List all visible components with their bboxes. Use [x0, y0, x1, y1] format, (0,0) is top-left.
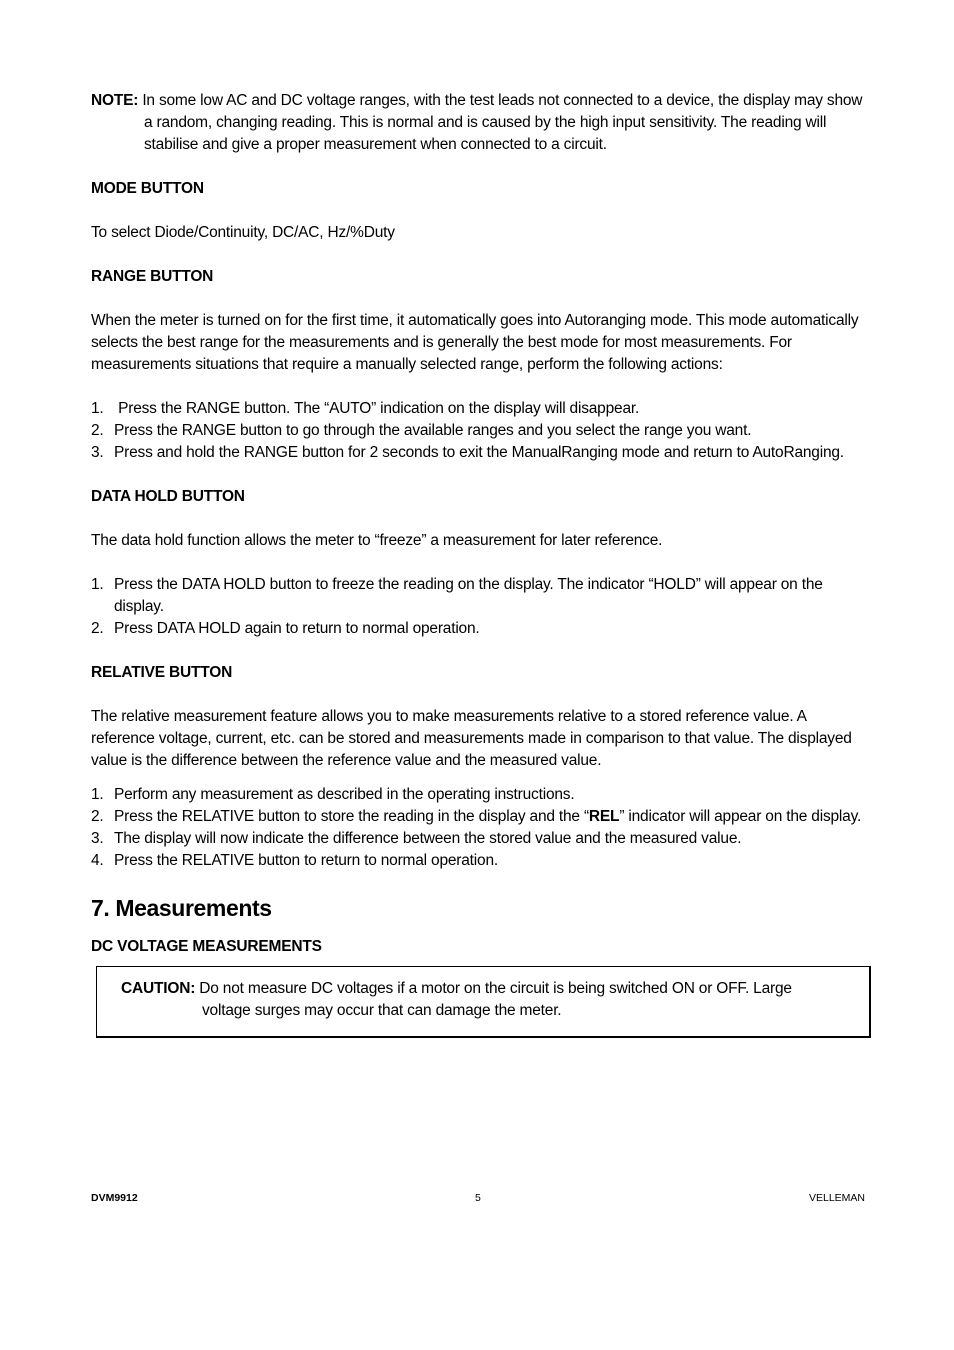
section-title: 7. Measurements [91, 895, 272, 921]
caution-label: CAUTION: [121, 980, 196, 997]
list-item: 3. The display will now indicate the difference between the stored value and the measured value. [91, 830, 742, 847]
mode-button-heading: MODE BUTTON [91, 180, 204, 197]
data-hold-steps-list [91, 574, 871, 640]
note-paragraph [91, 90, 871, 156]
relative-button-heading: RELATIVE BUTTON [91, 664, 233, 681]
range-button-heading: RANGE BUTTON [91, 268, 214, 285]
list-item: 3. Press and hold the RANGE button for 2 seconds to exit the ManualRanging mode and return to AutoRanging. [91, 444, 844, 461]
mode-button-text: To select Diode/Continuity, DC/AC, Hz/%Duty [91, 224, 395, 241]
footer-brand: VELLEMAN [808, 1192, 865, 1204]
note-text: In some low AC and DC voltage ranges, with the test leads not connected to a device, the display may show a random, changing reading. This is normal and is caused by the high input sensitivity. The reading will stabilise and give a proper measurement when connected to a circuit. [142, 92, 863, 153]
list-item: 2. Press DATA HOLD again to return to normal operation. [91, 620, 480, 637]
data-hold-text: The data hold function allows the meter to “freeze” a measurement for later reference. [91, 532, 663, 549]
note-label: NOTE: [91, 92, 139, 109]
caution-box [96, 966, 871, 1038]
range-button-text: When the meter is turned on for the first time, it automatically goes into Autoranging mode. This mode automatically selects the best range for the measurements and is generally the best mode for most measurements. For measurements situations that require a manually selected range, perform the following actions: [91, 312, 859, 373]
rel-indicator-text: REL [588, 808, 620, 825]
caution-paragraph [121, 978, 829, 1022]
relative-steps-list [91, 784, 871, 872]
list-item: 2. Press the RELATIVE button to store the reading in the display and the “REL” indicator will appear on the display. [91, 808, 862, 825]
document-page [91, 90, 871, 1038]
data-hold-heading: DATA HOLD BUTTON [91, 488, 245, 505]
list-item: 1. Press the DATA HOLD button to freeze the reading on the display. The indicator “HOLD” will appear on the display. [91, 576, 823, 615]
dc-voltage-heading: DC VOLTAGE MEASUREMENTS [91, 938, 322, 955]
list-item: 1. Press the RANGE button. The “AUTO” indication on the display will disappear. [91, 400, 640, 417]
footer-page-number: 5 [475, 1192, 481, 1204]
relative-button-text: The relative measurement feature allows you to make measurements relative to a stored reference value. A reference voltage, current, etc. can be stored and measurements made in comparison to that value. The displayed value is the difference between the reference value and the measured value. [91, 708, 852, 769]
page-footer [91, 1192, 865, 1206]
list-item: 2. Press the RANGE button to go through the available ranges and you select the range you want. [91, 422, 752, 439]
list-item: 4. Press the RELATIVE button to return to normal operation. [91, 852, 498, 869]
range-steps-list [91, 398, 871, 464]
caution-text: Do not measure DC voltages if a motor on the circuit is being switched ON or OFF. Large voltage surges may occur that can damage the meter. [199, 980, 792, 1019]
footer-model: DVM9912 [91, 1192, 138, 1204]
list-item: 1. Perform any measurement as described in the operating instructions. [91, 786, 575, 803]
